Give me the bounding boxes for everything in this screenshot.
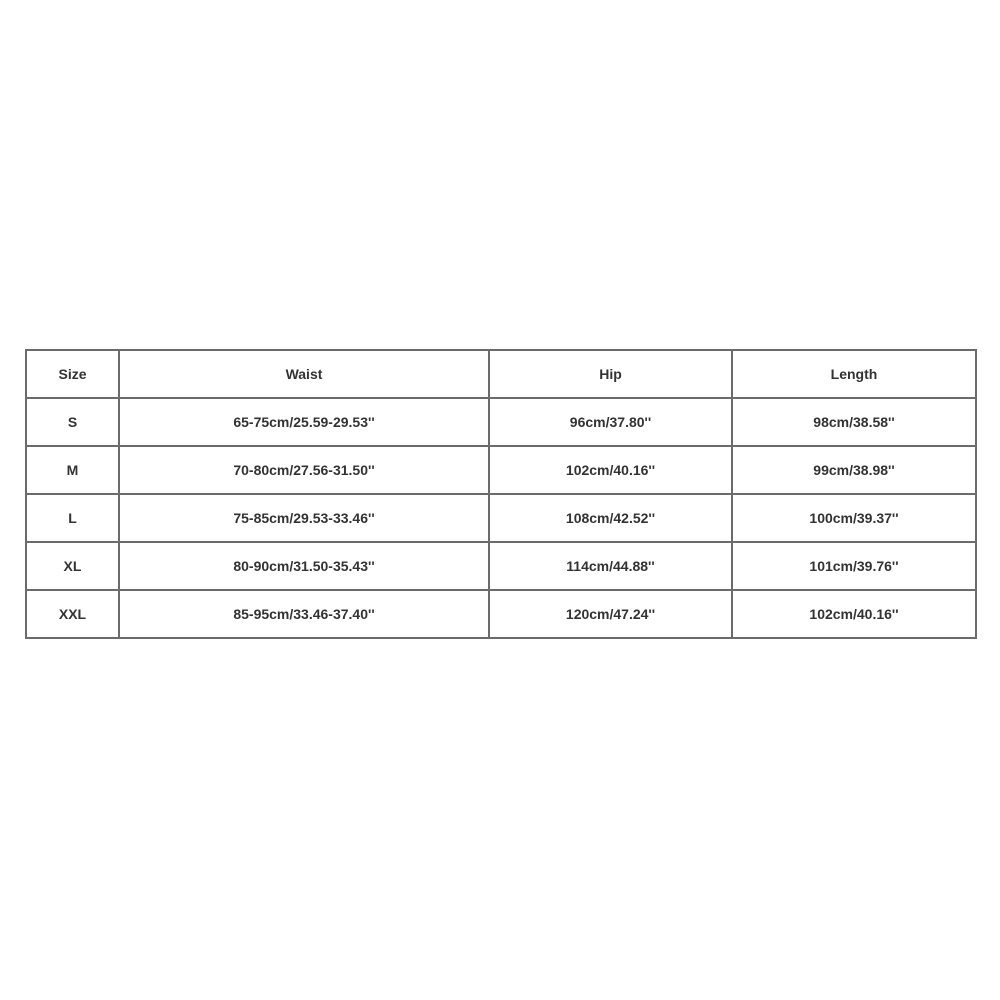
header-size: Size <box>26 350 119 398</box>
length-cell: 102cm/40.16'' <box>732 590 976 638</box>
size-cell: L <box>26 494 119 542</box>
size-chart-body <box>26 398 976 638</box>
header-length: Length <box>732 350 976 398</box>
length-cell: 98cm/38.58'' <box>732 398 976 446</box>
header-row <box>26 350 976 398</box>
size-chart-table <box>25 349 977 639</box>
waist-cell: 70-80cm/27.56-31.50'' <box>119 446 489 494</box>
table-row <box>26 494 976 542</box>
table-row <box>26 446 976 494</box>
hip-cell: 108cm/42.52'' <box>489 494 732 542</box>
size-cell: XL <box>26 542 119 590</box>
waist-cell: 85-95cm/33.46-37.40'' <box>119 590 489 638</box>
header-hip: Hip <box>489 350 732 398</box>
waist-cell: 65-75cm/25.59-29.53'' <box>119 398 489 446</box>
header-waist: Waist <box>119 350 489 398</box>
hip-cell: 114cm/44.88'' <box>489 542 732 590</box>
table-row <box>26 398 976 446</box>
table-row <box>26 542 976 590</box>
size-cell: XXL <box>26 590 119 638</box>
hip-cell: 120cm/47.24'' <box>489 590 732 638</box>
waist-cell: 75-85cm/29.53-33.46'' <box>119 494 489 542</box>
hip-cell: 102cm/40.16'' <box>489 446 732 494</box>
length-cell: 99cm/38.98'' <box>732 446 976 494</box>
length-cell: 101cm/39.76'' <box>732 542 976 590</box>
length-cell: 100cm/39.37'' <box>732 494 976 542</box>
waist-cell: 80-90cm/31.50-35.43'' <box>119 542 489 590</box>
hip-cell: 96cm/37.80'' <box>489 398 732 446</box>
table-row <box>26 590 976 638</box>
size-cell: M <box>26 446 119 494</box>
size-cell: S <box>26 398 119 446</box>
size-chart-header <box>26 350 976 398</box>
